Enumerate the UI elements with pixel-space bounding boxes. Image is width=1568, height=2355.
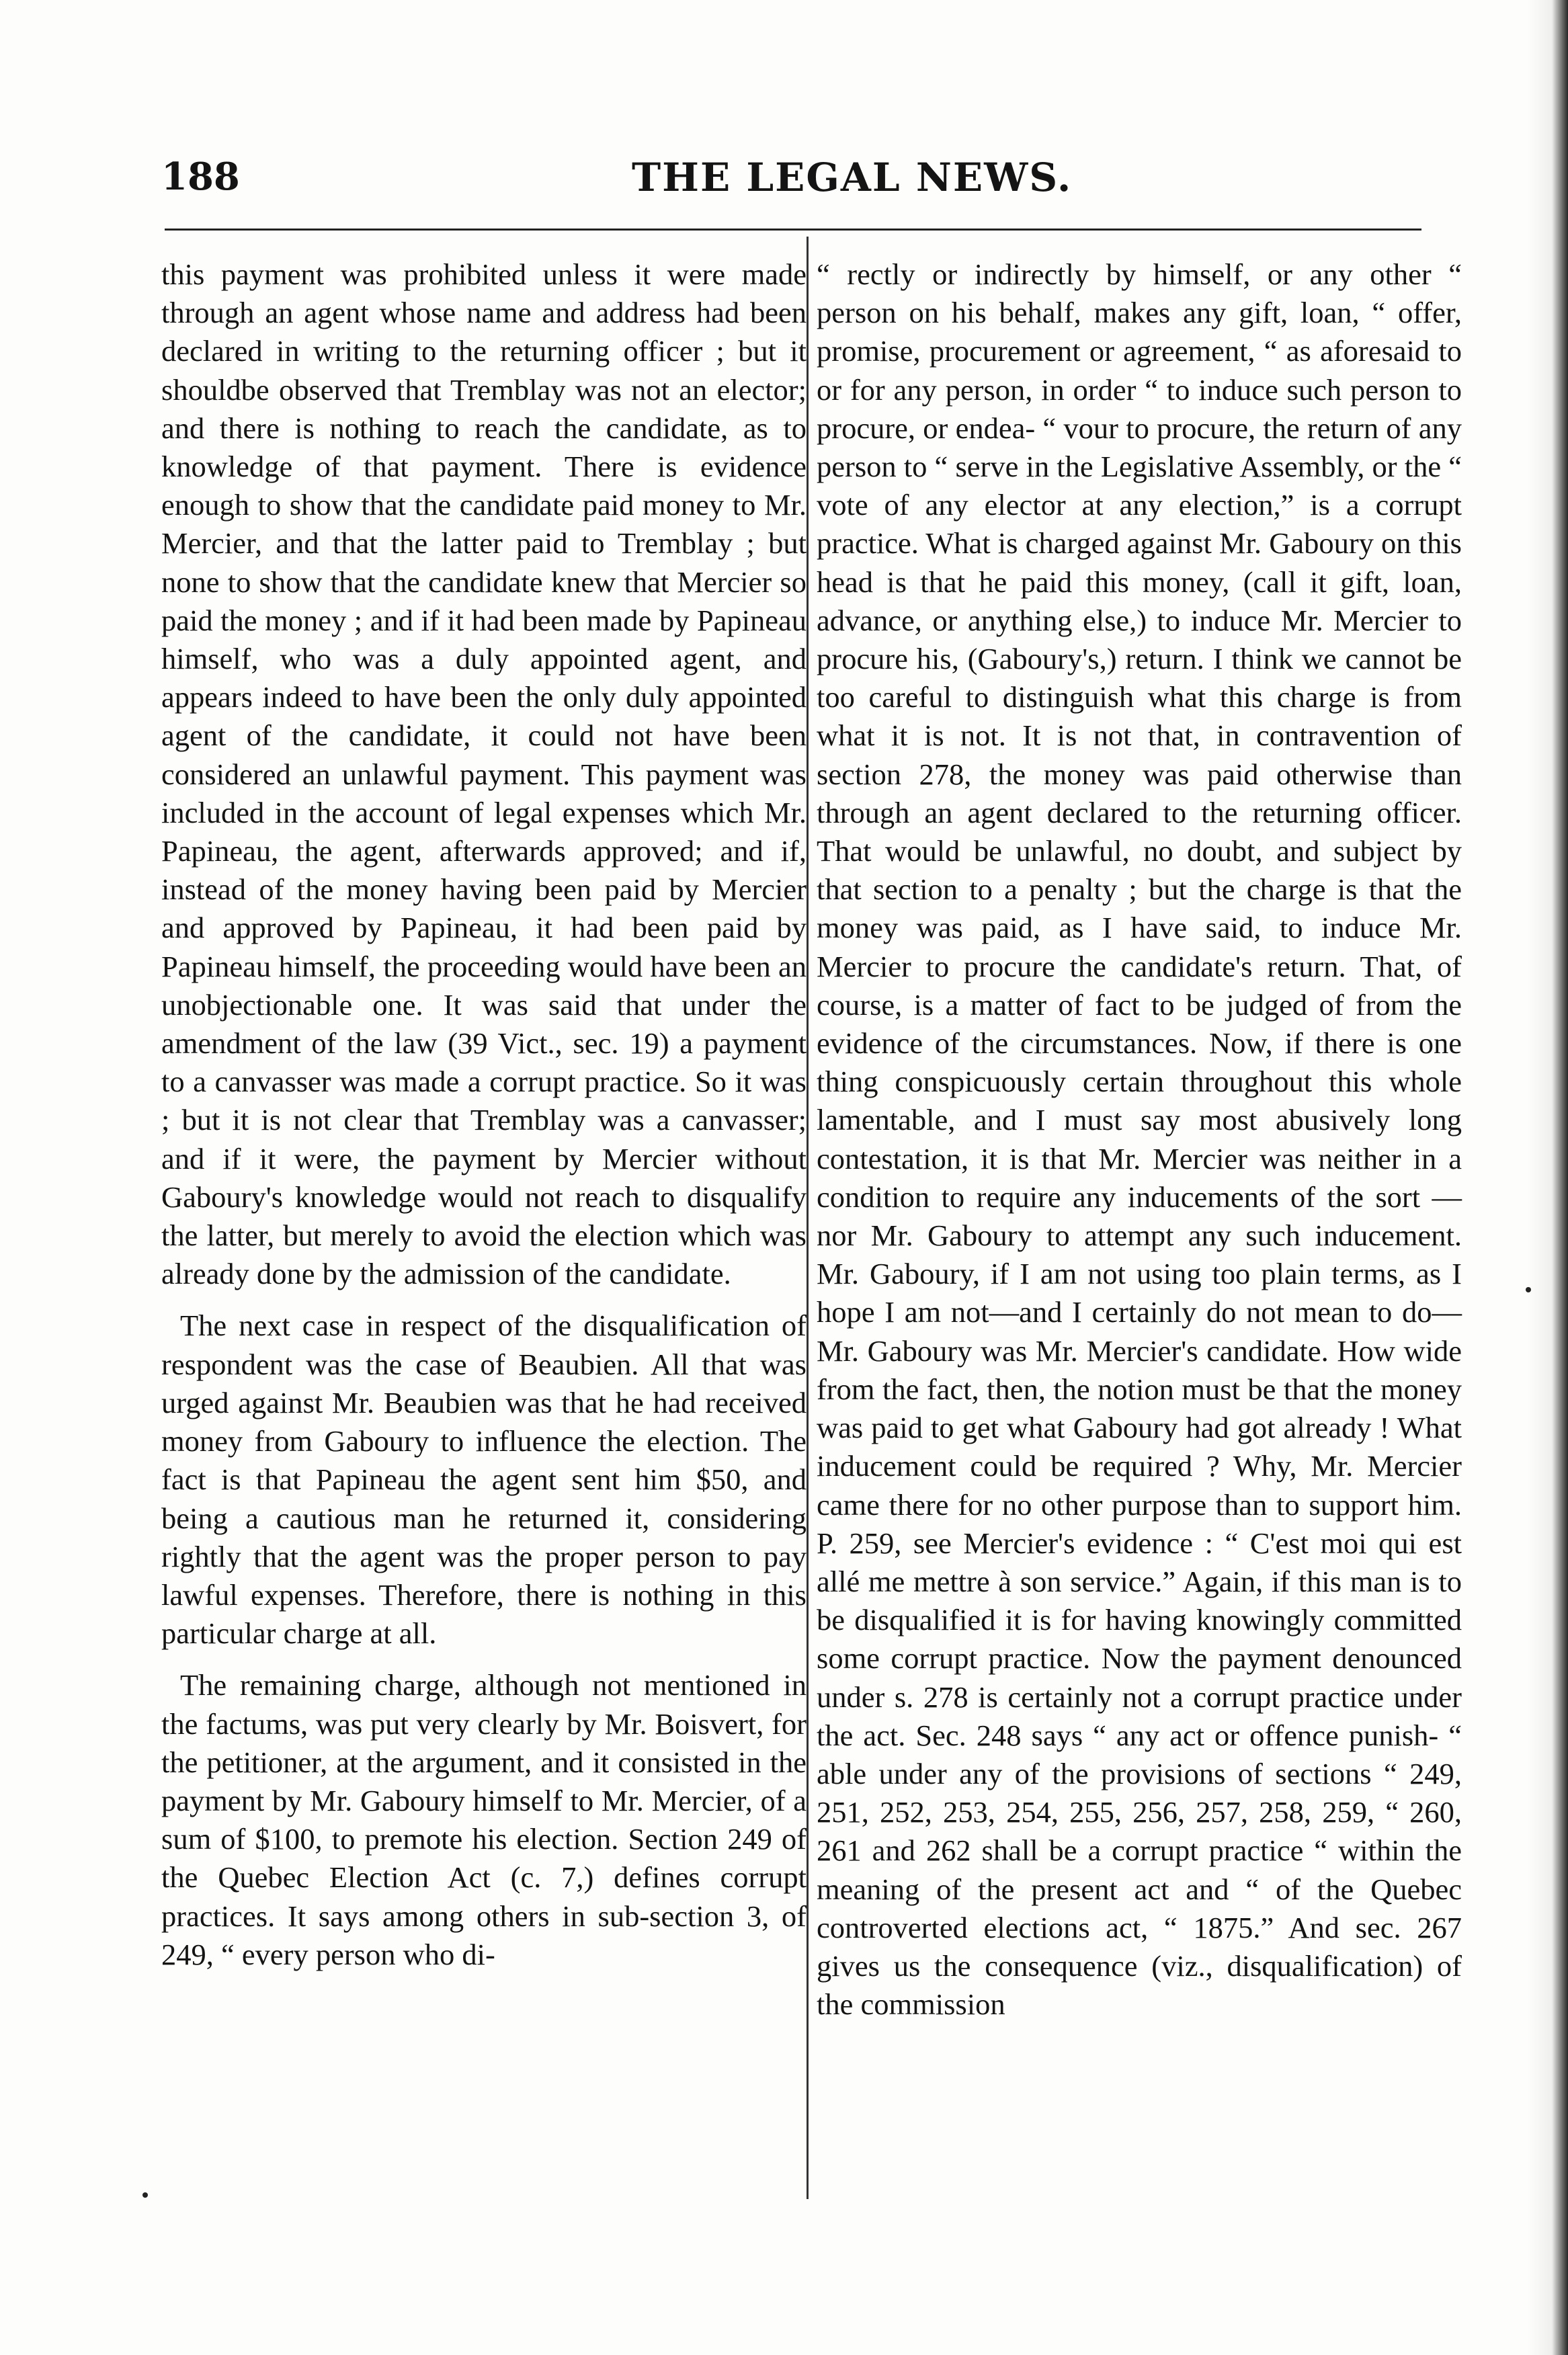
header-rule: [165, 229, 1421, 231]
paragraph: this payment was prohibited unless it were made through an agent whose name and address had been declared in writing to the returning officer ; but it shouldbe observed that Tremblay was not an elector; and there is nothing to reach the candidate, as to knowledge of that payment. There is evidence enough to show that the candidate paid money to Mr. Mercier, and that the latter paid to Tremblay ; but none to show that the candidate knew that Mercier so paid the money ; and if it had been made by Papineau himself, who was a duly appointed agent, and appears indeed to have been the only duly appointed agent of the candidate, it could not have been considered an unlawful payment. This payment was included in the account of legal expenses which Mr. Papineau, the agent, afterwards approved; and if, instead of the money having been paid by Mercier and approved by Papineau, it had been paid by Papineau himself, the proceeding would have been an unobjectionable one. It was said that under the amendment of the law (39 Vict., sec. 19) a payment to a canvasser was made a corrupt practice. So it was ; but it is not clear that Tremblay was a canvasser; and if it were, the payment by Mercier without Gaboury's knowledge would not reach to disqualify the latter, but merely to avoid the election which was already done by the admission of the candidate.: [161, 257, 807, 1291]
paragraph: The next case in respect of the disqualification of respondent was the case of Beaubien. All that was urged against Mr. Beaubien was that he had received money from Gaboury to influence the election. The fact is that Papineau the agent sent him $50, and being a cautious man he returned it, considering rightly that the agent was the proper person to pay lawful expenses. Therefore, there is nothing in this particular charge at all.: [161, 1309, 807, 1651]
column-divider: [807, 237, 809, 2199]
page-header: [161, 155, 1425, 215]
ink-speck: [142, 2192, 148, 2198]
paragraph: “ rectly or indirectly by himself, or any other “ person on his behalf, makes any gift, loan, “ offer, promise, procurement or agreement, “ as aforesaid to or for any person, in order “ to induce such person to procure, or endea- “ vour to procure, the return of any person to “ serve in the Legislative Assembly, or the “ vote of any elector at any election,” is a corrupt practice. What is charged against Mr. Gaboury on this head is that he paid this money, (call it gift, loan, advance, or anything else,) to induce Mr. Mercier to procure his, (Gaboury's,) return. I think we cannot be too careful to distinguish what this charge is from what it is not. It is not that, in contravention of section 278, the money was paid otherwise than through an agent declared to the returning officer. That would be unlawful, no doubt, and subject by that section to a penalty ; but the charge is that the money was paid, as I have said, to induce Mr. Mercier to procure the candidate's return. That, of course, is a matter of fact to be judged of from the evidence of the circumstances. Now, if there is one thing conspicuously certain throughout this whole lamentable, and I must say most abusively long contestation, it is that Mr. Mercier was neither in a condition to require any inducements of the sort — nor Mr. Gaboury to attempt any such inducement. Mr. Gaboury, if I am not using too plain terms, as I hope I am not—and I certainly do not mean to do— Mr. Gaboury was Mr. Mercier's candidate. How wide from the fact, then, the notion must be that the money was paid to get what Gaboury had got already ! What inducement could be required ? Why, Mr. Mercier came there for no other purpose than to support him. P. 259, see Mercier's evidence : “ C'est moi qui est allé me mettre à son service.” Again, if this man is to be disqualified it is for having knowingly committed some corrupt practice. Now the payment denounced under s. 278 is certainly not a corrupt practice under the act. Sec. 248 says “ any act or offence punish- “ able under any of the provisions of sections “ 249, 251, 252, 253, 254, 255, 256, 257, 258, 259, “ 260, 261 and 262 shall be a corrupt practice “ within the meaning of the present act and “ of the Quebec controverted elections act, “ 1875.” And sec. 267 gives us the consequence (viz., disqualification) of the commission: [817, 257, 1462, 2022]
page-number: 188: [161, 155, 240, 199]
page-fold-shadow: [1528, 0, 1568, 2355]
running-title: THE LEGAL NEWS.: [632, 155, 1073, 200]
right-column: [817, 255, 1462, 2024]
left-column: [161, 255, 807, 1974]
paragraph: The remaining charge, although not mentioned in the factums, was put very clearly by Mr. Boisvert, for the petitioner, at the argument, and it consisted in the payment by Mr. Gaboury himself to Mr. Mercier, of a sum of $100, to premote his election. Section 249 of the Quebec Election Act (c. 7,) defines corrupt practices. It says among others in sub-section 3, of 249, “ every person who di-: [161, 1668, 807, 1971]
